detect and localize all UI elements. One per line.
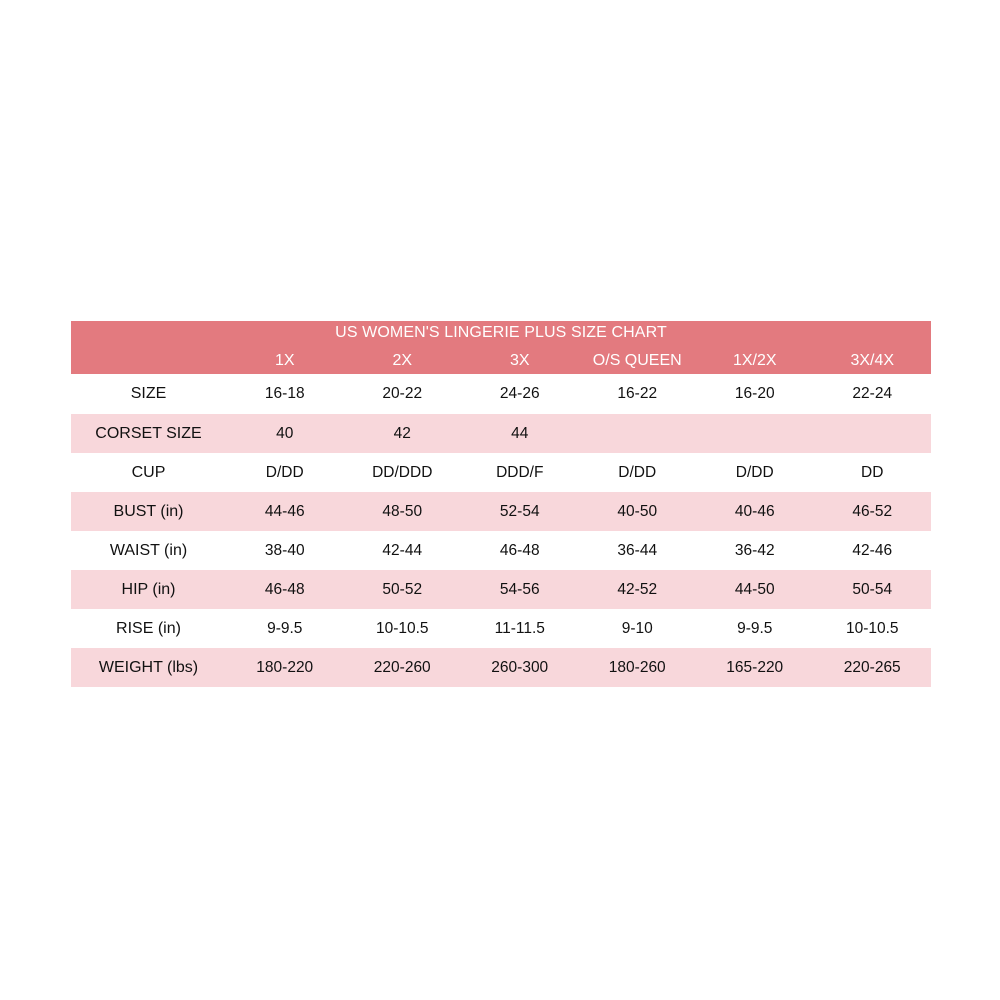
row-label: WEIGHT (lbs) (98, 658, 199, 676)
table-cell: 9-10 (621, 619, 653, 637)
table-cell: 44-50 (734, 580, 775, 598)
table-cell: 16-20 (734, 385, 775, 402)
table-cell: 9-9.5 (737, 619, 773, 637)
table-cell: DDD/F (496, 463, 544, 481)
column-header: 1X/2X (732, 352, 777, 369)
table-row-weight (71, 648, 931, 687)
table-cell: 11-11.5 (494, 619, 545, 637)
table-cell: 180-220 (256, 658, 314, 676)
column-header: 1X (274, 352, 295, 369)
table-cell: 42 (393, 424, 411, 442)
chart-title: US WOMEN'S LINGERIE PLUS SIZE CHART (335, 324, 667, 341)
table-cell: 40 (276, 424, 294, 442)
table-cell: 42-46 (852, 541, 893, 559)
table-cell: 46-48 (499, 541, 540, 559)
table-cell: 16-18 (264, 385, 305, 402)
table-cell: D/DD (618, 463, 657, 481)
table-cell: 10-10.5 (375, 619, 429, 637)
table-cell: 40-46 (734, 502, 775, 520)
table-row-cup (71, 453, 931, 492)
row-label: SIZE (130, 385, 167, 402)
row-label: WAIST (in) (109, 541, 188, 559)
table-cell: 260-300 (491, 658, 549, 676)
size-chart-table (71, 321, 931, 687)
table-cell: 165-220 (726, 658, 784, 676)
table-cell: DD (861, 463, 884, 481)
column-header: 2X (392, 352, 413, 369)
table-cell: 36-42 (734, 541, 775, 559)
table-header (71, 321, 931, 374)
table-cell: 46-52 (852, 502, 893, 520)
table-cell: 48-50 (382, 502, 423, 520)
table-cell: 16-22 (617, 385, 658, 402)
row-label: RISE (in) (116, 619, 181, 637)
row-label: CUP (131, 463, 166, 481)
table-cell: 220-260 (373, 658, 431, 676)
table-row-bust (71, 492, 931, 531)
table-cell: 54-56 (499, 580, 540, 598)
column-headers (71, 352, 931, 370)
table-cell: 52-54 (499, 502, 540, 520)
table-cell: DD/DDD (372, 463, 433, 481)
table-cell: 42-44 (382, 541, 423, 559)
table-cell: 20-22 (382, 385, 423, 402)
table-cell: 22-24 (852, 385, 893, 402)
column-header: 3X (509, 352, 530, 369)
table-row-waist (71, 531, 931, 570)
table-cell: 44-46 (264, 502, 305, 520)
table-cell: 9-9.5 (267, 619, 303, 637)
table-cell: 42-52 (617, 580, 658, 598)
table-cell: D/DD (735, 463, 774, 481)
table-cell: 220-265 (843, 658, 901, 676)
column-header: 3X/4X (850, 352, 895, 369)
table-cell: 44 (511, 424, 529, 442)
table-cell: 50-54 (852, 580, 893, 598)
table-cell: 180-260 (608, 658, 666, 676)
table-cell: 40-50 (617, 502, 658, 520)
table-row-rise (71, 609, 931, 648)
table-cell: 10-10.5 (845, 619, 899, 637)
row-label: CORSET SIZE (95, 424, 202, 442)
table-cell: 50-52 (382, 580, 423, 598)
row-label: BUST (in) (113, 502, 184, 520)
table-cell: 38-40 (264, 541, 305, 559)
header-label-spacer (71, 352, 226, 370)
table-cell: D/DD (265, 463, 304, 481)
table-cell: 36-44 (617, 541, 658, 559)
table-row-corset-size (71, 414, 931, 453)
table-cell: 24-26 (499, 385, 540, 402)
table-row-size (71, 374, 931, 414)
row-label: HIP (in) (121, 580, 176, 598)
table-row-hip (71, 570, 931, 609)
table-cell: 46-48 (264, 580, 305, 598)
column-header: O/S QUEEN (592, 352, 682, 369)
